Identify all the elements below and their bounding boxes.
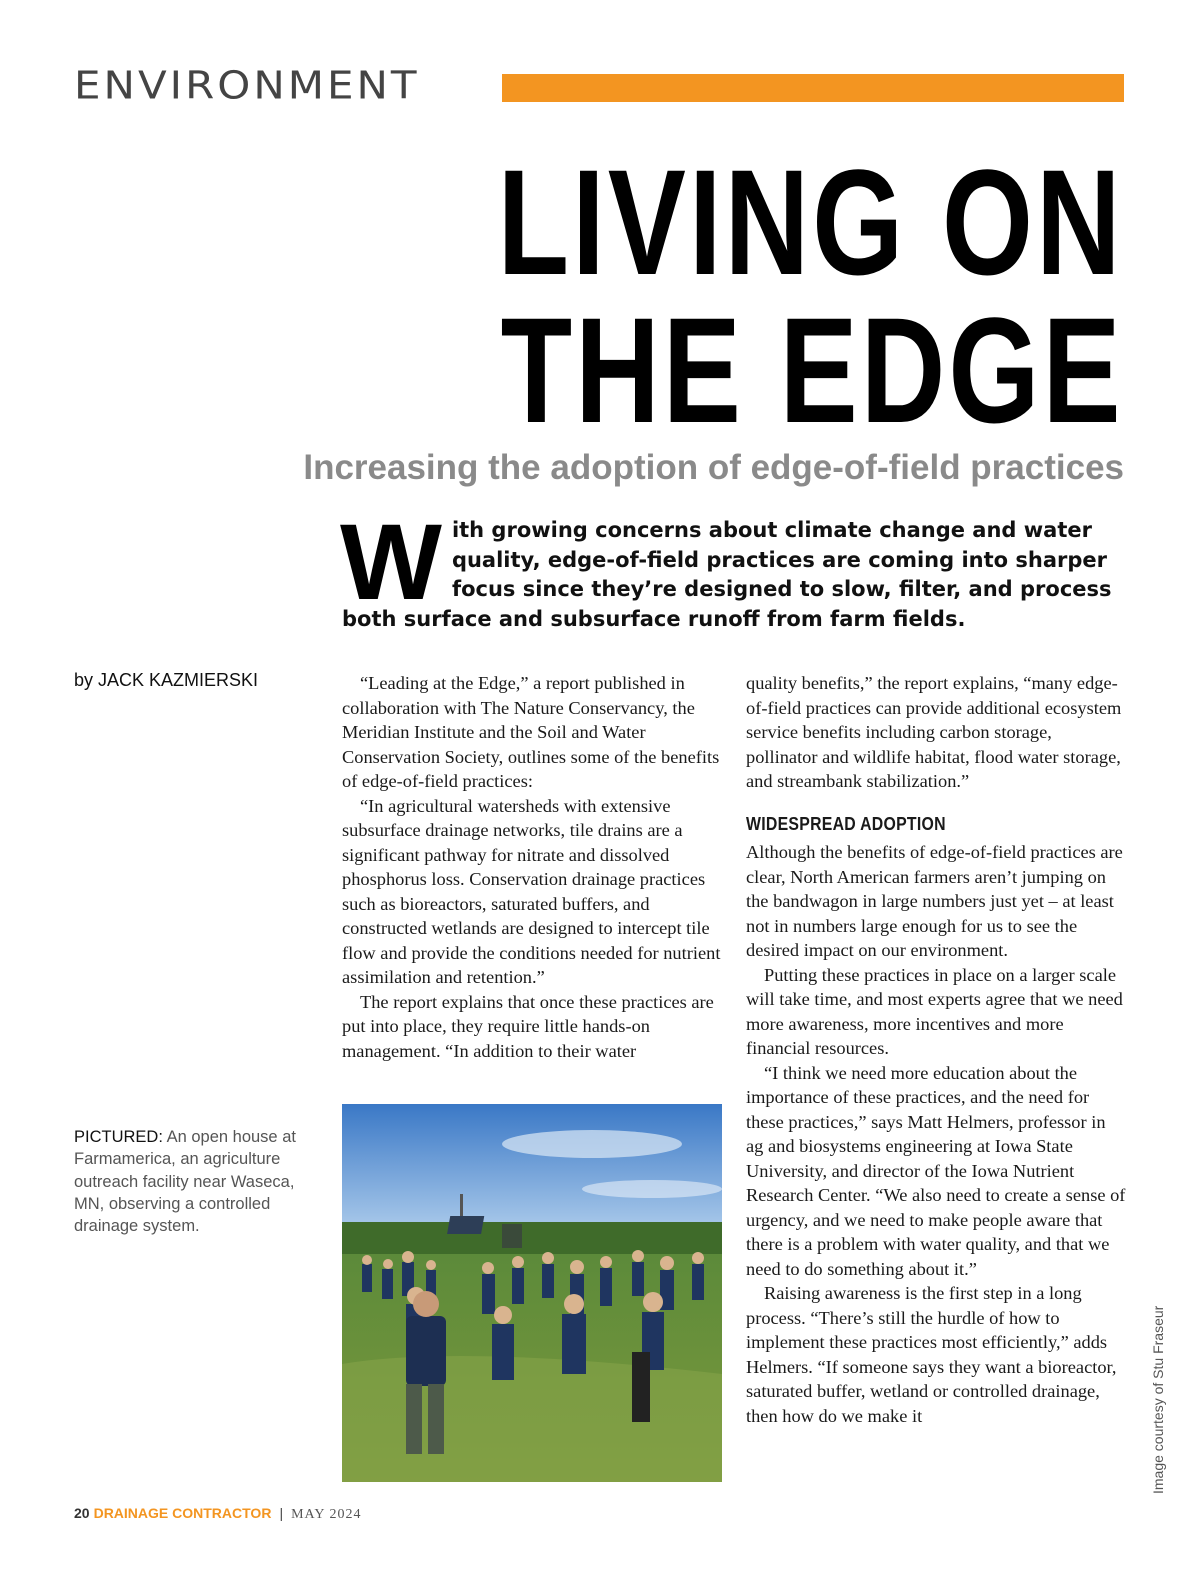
publication-name: DRAINAGE CONTRACTOR — [93, 1505, 272, 1521]
body-paragraph: Putting these practices in place on a larger scale will take time, and most experts agree that we need more awareness, more incentives and more financial resources. — [746, 964, 1123, 1058]
headline — [321, 138, 1124, 454]
photo-credit: Image courtesy of Stu Fraseur — [1150, 1305, 1166, 1494]
issue-date: MAY 2024 — [291, 1507, 362, 1522]
body-paragraph: Raising awareness is the first step in a long process. “There’s still the hurdle of how to implement these practices most efficiently,” adds Helmers. “If someone says they want a bioreactor, saturated buffer, wetland or controlled drainage, then how do we make it — [746, 1283, 1117, 1426]
body-paragraph: The report explains that once these practices are put into place, they require little hands-on management. “In addition to their water — [342, 991, 714, 1061]
section-subheading: WIDESPREAD ADOPTION — [746, 813, 946, 834]
caption-lead: PICTURED: — [74, 1128, 163, 1146]
headline-line-1: LIVING ON — [497, 138, 1124, 306]
body-paragraph: “Leading at the Edge,” a report published in collaboration with The Nature Conservancy, the Meridian Institute and the Soil and Water Conservation Society, outlines some of the benefits of edge-of-field practices: — [342, 673, 720, 791]
field-photo — [342, 1104, 722, 1482]
page-number: 20 — [74, 1505, 90, 1521]
section-rule — [502, 74, 1124, 102]
intro-text: ith growing concerns about climate change and water quality, edge-of-field practices are coming into sharper focus since they’re designed to slow, filter, and process both surface and subsurface runoff from farm fields. — [342, 518, 1112, 631]
body-paragraph: quality benefits,” the report explains, “many edge-of-field practices can provide additional ecosystem service benefits including carbon storage, pollinator and wildlife habitat, flood water storage, and streambank stabilization.” — [746, 673, 1122, 791]
drop-cap: W — [340, 501, 442, 622]
headline-line-2: THE EDGE — [500, 286, 1124, 454]
section-label: ENVIRONMENT — [74, 62, 420, 108]
footer-separator: | — [279, 1505, 284, 1521]
photo-caption — [74, 1126, 320, 1237]
body-column-1 — [342, 671, 722, 1063]
byline: by JACK KAZMIERSKI — [74, 670, 259, 690]
page-footer — [74, 1505, 361, 1523]
body-column-2 — [746, 671, 1126, 1428]
caption-text: An open house at Farmamerica, an agriculture outreach facility near Waseca, MN, observing a controlled drainage system. — [74, 1128, 296, 1236]
body-paragraph: Although the benefits of edge-of-field practices are clear, North American farmers aren’t jumping on the bandwagon in large numbers just yet – at least not in numbers large enough for us to see the desired impact on our environment. — [746, 842, 1123, 960]
body-paragraph: “In agricultural watersheds with extensive subsurface drainage networks, tile drains are a significant pathway for nitrate and dissolved phosphorus loss. Conservation drainage practices such as bioreactors, saturated buffers, and constructed wetlands are designed to intercept tile flow and provide the conditions needed for nutrient assimilation and retention.” — [342, 795, 721, 987]
body-paragraph: “I think we need more education about the importance of these practices, and the need for these practices,” says Matt Helmers, professor in ag and biosystems engineering at Iowa State University, and director of the Iowa Nutrient Research Center. “We also need to create a sense of urgency, and we need to make people aware that there is a problem with water quality, and that we need to do something about it.” — [746, 1062, 1126, 1279]
intro-paragraph — [340, 501, 1132, 634]
subheadline: Increasing the adoption of edge-of-field practices — [303, 448, 1124, 487]
